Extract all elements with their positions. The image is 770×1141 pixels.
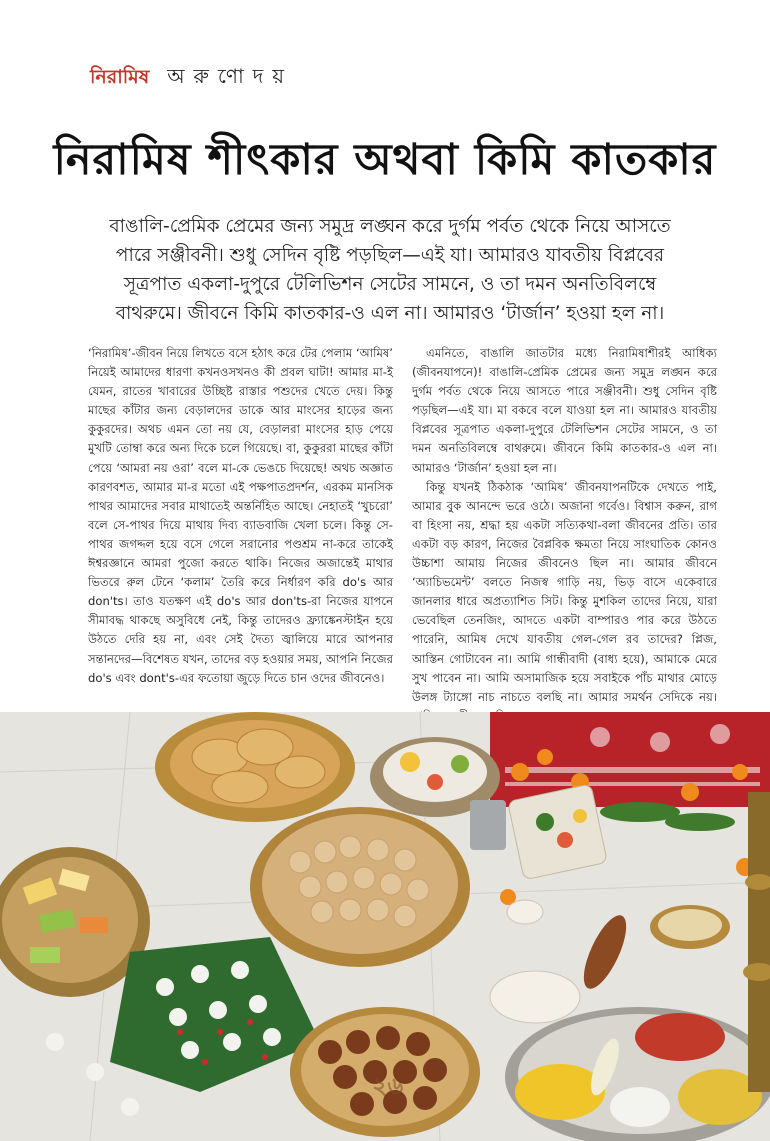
article-intro: বাঙালি-প্রেমিক প্রেমের জন্য সমুদ্র লঙ্ঘন করে দুর্গম পর্বত থেকে নিয়ে আসতে পারে সঞ্জীবনী। শুধু সেদিন বৃষ্টি পড়ছিল—এই যা। আমারও যাবতীয় বিপ্লবের সূত্রপাত একলা-দুপুরে টেলিভিশন সেটের সামনে, ও তা দমন অনতিবিলম্বে বাথরুমে। জীবনে কিমি কাতকার-ও এল না। আমারও ‘টার্জান’ হওয়া হল না।	[109, 216, 671, 324]
conch-shell	[490, 971, 580, 1023]
brass-lamp	[748, 792, 770, 1092]
small-conch-shell	[507, 900, 543, 924]
article-title: নিরামিষ শীৎকার অথবা কিমি কাতকার	[53, 135, 717, 185]
steel-glass	[470, 800, 506, 850]
article-column-left	[88, 344, 393, 688]
page-number: ২৬	[372, 1071, 404, 1100]
column-header	[90, 62, 293, 95]
embroidered-cloth	[490, 712, 770, 807]
article-column-right	[412, 344, 717, 726]
right-column-paragraph-1: এমনিতে, বাঙালি জাতটার মধ্যে নিরামিষাশীরই আধিক্য (জীবনযাপনে)! বাঙালি-প্রেমিক প্রেমের জন্য সমুদ্র লঙ্ঘন করে দুর্গম পর্বত থেকে নিয়ে আসতে পারে সঞ্জীবনী। শুধু সেদিন বৃষ্টি পড়ছিল—এই যা। মা বকবে বলে যাওয়া হল না। আমারও যাবতীয় বিপ্লবের সূত্রপাত একলা-দুপুরে টেলিভিশন সেটের সামনে, ও তা দমন অনতিবিলম্বে বাথরুমে। জীবনে কিমি কাতকার-ও এল না। আমারও ‘টার্জান’ হওয়া হল না।	[412, 346, 717, 475]
fruit-tray	[508, 784, 608, 880]
red-pulses	[635, 1013, 725, 1061]
white-rice	[610, 1087, 670, 1127]
left-column-paragraph: ‘নিরামিষ’-জীবন নিয়ে লিখতে বসে হঠাৎ করে টের পেলাম ‘আমিষ’ নিয়েই আমাদের ধারণা কখনওসখনও কী প্রবল ঘাটা! আমার মা-ই যেমন, রাতের খাবারের উচ্ছিষ্ট রাস্তার পশুদের খেতে দেয়। কিন্তু মাছের কাঁটার জন্য বেড়ালদের ডাকে আর মাংসের হাড়ের জন্য কুকুরদের। অথচ এমন তো নয় যে, বেড়ালরা মাংসের হাড় পেয়ে মুখটি তোম্বা করে অন্য দিকে চলে গিয়েছে। বা, কুকুররা মাছের কাঁটা পেয়ে ‘আমরা নয় ওরা’ বলে মা-কে ভেঙচে দিয়েছে! অথচ অজ্ঞাত কারণবশত, আমার মা-র মতো এই পক্ষপাতপ্রদর্শন, এরকম মানসিক পাথর আমাদের সবার মাথাতেই অন্তর্নিহিত আছে। নেহাতই ‘খুচরো’ বলে সে-পাথর দিয়ে মাথায় দিব্য ব্যাডবাজি খেলা চলে। কিন্তু সে-পাথর জগদ্দল হয়ে বসে গেলে সরানোর পণ্ডশ্রম না-করে তাকেই ঈশ্বরজ্ঞানে আমরা পুজো করতে থাকি। নিজের অজান্তেই মাথার ভিতরে রুল টেনে ‘কলাম’ তৈরি করে নির্ধারণ করি do's আর don'ts। তাও যতক্ষণ এই do's আর don'ts-রা নিজের যাপনে সীমাবদ্ধ থাকছে অসুবিধে নেই, কিন্তু তাদেরও ফ্র্যাঙ্কেনস্টাইন হয়ে উঠতে দেরি হয় না, এবং সেই দৈত্য জ্বালিয়ে মারে আপনার সন্তানদের—বিশেষত যখন, তাদের বড় হওয়ার সময়, আপনি নিজের do's এবং dont's-এর ফতোয়া জুড়ে দিতে চান ওদের জীবনেও।	[88, 346, 393, 685]
right-column-paragraph-2: কিন্তু যখনই ঠিকঠাক ‘আমিষ’ জীবনযাপনটিকে দেখতে পাই, আমার বুক আনন্দে ভরে ওঠে। অজানা গর্বেও। বিশ্বাস করুন, রাগ বা হিংসা নয়, শ্রদ্ধা হয় একটা সত্যিকথা-বলা জীবনের প্রতি। তার একটা বড় কারণ, নিজের বৈপ্লবিক ক্ষমতা নিয়ে সাংঘাতিক কোনও উচ্চাশা আমায় নিজের জীবনেও ছিল না। আমার জীবনে ‘অ্যাচিভমেন্ট’ বলতে নিজস্ব গাড়ি নয়, ভিড় বাসে একেবারে জানলার ধারে অপ্রত্যাশিত সিট। কিন্তু মুশকিল তাদের নিয়ে, যারা ভেবেছিল তেনজিং, আদতে একটা বাম্পারও পার করে উঠতে পারেনি, আমিষ দেখে যাবতীয় গেল-গেল রব তাদের? প্লিজ, আস্তিন গোটাবেন না। আমি গান্ধীবাদী (বাধ্য হয়ে), আমাকে মেরে সুখ পাবেন না। আমি অসামাজিক হয়ে সবাইকে পাঁচ মাথার মোড়ে উলঙ্গ ট্যাঙ্গো নাচ নাচতে বলছি না। আমার সমর্থন সেদিকে নয়।	[412, 479, 717, 704]
column-name: অরুণোদয়	[167, 64, 294, 88]
yellow-lentils	[515, 1064, 605, 1120]
section-tag: নিরামিষ	[90, 66, 150, 88]
